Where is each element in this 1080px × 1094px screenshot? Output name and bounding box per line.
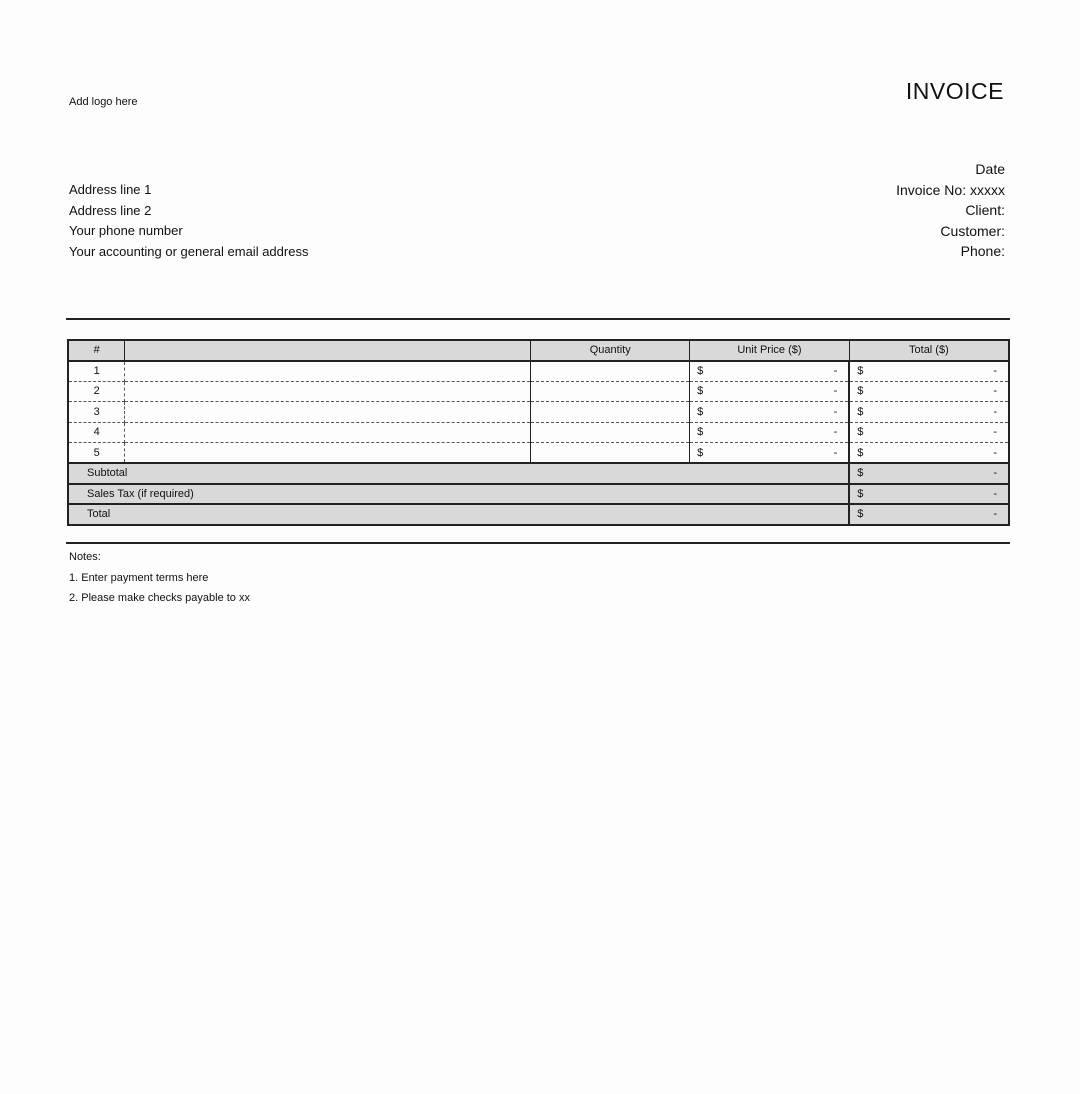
header-total: Total ($) bbox=[849, 340, 1009, 361]
description-cell[interactable] bbox=[125, 361, 531, 382]
logo-placeholder: Add logo here bbox=[69, 96, 138, 108]
value-dash: - bbox=[993, 405, 997, 418]
currency-symbol: $ bbox=[857, 385, 864, 398]
table-row bbox=[68, 443, 1009, 464]
total-cell bbox=[849, 422, 1009, 443]
top-divider bbox=[66, 318, 1010, 320]
total-cell bbox=[849, 361, 1009, 382]
quantity-cell[interactable] bbox=[531, 402, 690, 423]
table-row bbox=[68, 381, 1009, 402]
value-dash: - bbox=[833, 365, 838, 377]
value-dash: - bbox=[993, 487, 997, 500]
grand-total-value bbox=[849, 504, 1009, 525]
row-number: 5 bbox=[68, 443, 125, 464]
total-label: Total bbox=[68, 504, 849, 525]
description-cell[interactable] bbox=[125, 422, 531, 443]
value-dash: - bbox=[993, 385, 997, 398]
currency-symbol: $ bbox=[697, 405, 704, 418]
customer-label: Customer: bbox=[940, 222, 1005, 239]
quantity-cell[interactable] bbox=[531, 381, 690, 402]
sales-tax-label: Sales Tax (if required) bbox=[68, 484, 849, 505]
table-row bbox=[68, 402, 1009, 423]
value-dash: - bbox=[833, 405, 838, 418]
description-cell[interactable] bbox=[125, 381, 531, 402]
currency-symbol: $ bbox=[697, 426, 704, 439]
quantity-cell[interactable] bbox=[531, 422, 690, 443]
currency-symbol: $ bbox=[697, 365, 704, 377]
currency-symbol: $ bbox=[857, 487, 864, 500]
unit-price-cell[interactable] bbox=[690, 422, 850, 443]
currency-symbol: $ bbox=[697, 446, 704, 459]
client-label: Client: bbox=[965, 202, 1005, 218]
quantity-cell[interactable] bbox=[531, 361, 690, 382]
currency-symbol: $ bbox=[857, 446, 864, 459]
sender-phone: Your phone number bbox=[69, 223, 183, 238]
description-cell[interactable] bbox=[125, 402, 531, 423]
row-number: 2 bbox=[68, 381, 125, 402]
total-row bbox=[68, 504, 1009, 525]
value-dash: - bbox=[993, 446, 997, 459]
header-unit-price: Unit Price ($) bbox=[690, 340, 850, 361]
sender-address bbox=[69, 180, 308, 262]
value-dash: - bbox=[993, 426, 997, 439]
invoice-number: Invoice No: xxxxx bbox=[896, 181, 1005, 198]
value-dash: - bbox=[993, 365, 997, 377]
unit-price-cell[interactable] bbox=[690, 381, 850, 402]
header-quantity: Quantity bbox=[531, 340, 690, 361]
table-header-row bbox=[68, 340, 1009, 361]
note-payment-terms: 1. Enter payment terms here bbox=[69, 571, 209, 584]
notes-heading: Notes: bbox=[69, 551, 101, 563]
total-cell bbox=[849, 443, 1009, 464]
row-number: 3 bbox=[68, 402, 125, 423]
currency-symbol: $ bbox=[697, 385, 704, 398]
bottom-divider bbox=[66, 542, 1010, 544]
subtotal-value bbox=[849, 463, 1009, 484]
address-line-2: Address line 2 bbox=[69, 202, 152, 218]
unit-price-cell[interactable] bbox=[690, 443, 850, 464]
sales-tax-row bbox=[68, 484, 1009, 505]
header-description bbox=[125, 340, 531, 361]
currency-symbol: $ bbox=[857, 365, 864, 377]
subtotal-row bbox=[68, 463, 1009, 484]
line-items-table bbox=[67, 339, 1010, 526]
unit-price-cell[interactable] bbox=[690, 361, 850, 382]
sender-email: Your accounting or general email address bbox=[69, 243, 309, 259]
table-row bbox=[68, 422, 1009, 443]
currency-symbol: $ bbox=[857, 508, 864, 521]
quantity-cell[interactable] bbox=[531, 443, 690, 464]
address-line-1: Address line 1 bbox=[69, 182, 152, 197]
currency-symbol: $ bbox=[857, 467, 864, 480]
subtotal-label: Subtotal bbox=[68, 463, 849, 484]
description-cell[interactable] bbox=[125, 443, 531, 464]
client-phone-label: Phone: bbox=[960, 243, 1005, 259]
currency-symbol: $ bbox=[857, 405, 864, 418]
sales-tax-value bbox=[849, 484, 1009, 505]
value-dash: - bbox=[993, 508, 997, 521]
notes-section bbox=[69, 547, 250, 609]
note-checks-payable: 2. Please make checks payable to xx bbox=[69, 592, 250, 604]
value-dash: - bbox=[993, 467, 997, 480]
total-cell bbox=[849, 381, 1009, 402]
header-number: # bbox=[68, 340, 125, 361]
invoice-date: Date bbox=[975, 161, 1005, 177]
invoice-meta bbox=[896, 159, 1005, 262]
unit-price-cell[interactable] bbox=[690, 402, 850, 423]
value-dash: - bbox=[833, 446, 838, 459]
currency-symbol: $ bbox=[857, 426, 864, 439]
total-cell bbox=[849, 402, 1009, 423]
row-number: 4 bbox=[68, 422, 125, 443]
value-dash: - bbox=[833, 385, 838, 398]
value-dash: - bbox=[833, 426, 838, 439]
table-row bbox=[68, 361, 1009, 382]
row-number: 1 bbox=[68, 361, 125, 382]
invoice-title: INVOICE bbox=[905, 78, 1004, 104]
